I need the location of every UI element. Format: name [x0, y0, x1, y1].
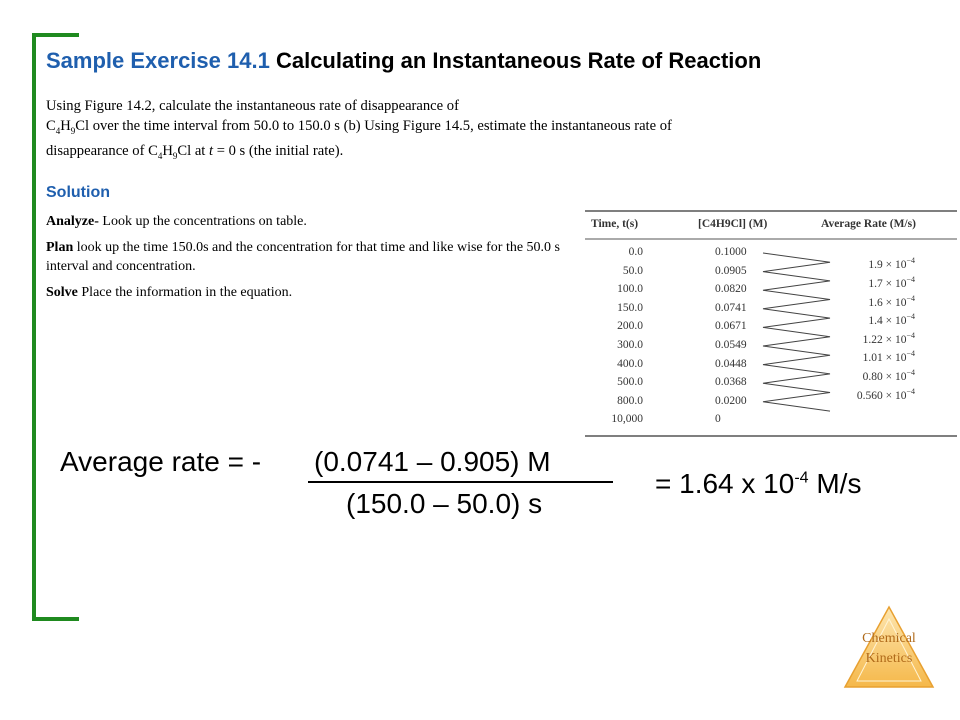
- rate-cell: [835, 331, 915, 346]
- step-plan: [46, 238, 576, 276]
- rate-cell: [835, 256, 915, 271]
- concentration-cell: 0.0448: [715, 357, 747, 370]
- col-header-conc: [C4H9Cl] (M): [698, 218, 768, 230]
- rate-exponent: −4: [906, 312, 915, 322]
- intro-sub-9b: 9: [172, 150, 178, 161]
- rate-exponent: −4: [906, 256, 915, 266]
- concentration-cell: 0.0905: [715, 264, 747, 277]
- rate-exponent: −4: [906, 293, 915, 303]
- time-cell: 500.0: [617, 376, 643, 389]
- title-text: Calculating an Instantaneous Rate of Reaction: [275, 48, 762, 73]
- analyze-text: Look up the concentrations on table.: [98, 214, 307, 229]
- intro-cl-at: Cl at: [177, 142, 210, 159]
- time-cell: 300.0: [617, 339, 643, 351]
- concentration-cell: 0.0820: [715, 283, 747, 296]
- concentration-cell: 0.0368: [715, 376, 747, 389]
- rate-mantissa: 1.9 × 10: [868, 259, 907, 272]
- badge-label: [843, 629, 935, 669]
- step-analyze: [46, 212, 576, 231]
- analyze-label: Analyze-: [46, 214, 99, 229]
- time-cell: 200.0: [617, 320, 643, 333]
- time-cell: 0.0: [628, 246, 643, 258]
- rate-mantissa: 1.4 × 10: [868, 314, 907, 327]
- step-solve: [46, 283, 576, 302]
- equation-result: [655, 468, 861, 500]
- rate-exponent: −4: [906, 330, 915, 340]
- intro-line-3: disappearance of C: [46, 142, 158, 159]
- col-header-rate: Average Rate (M/s): [821, 218, 916, 230]
- badge-line-1: Chemical: [862, 631, 916, 646]
- problem-statement: [46, 96, 906, 166]
- intro-sub-9: 9: [70, 125, 76, 136]
- rate-mantissa: 0.560 × 10: [856, 389, 907, 402]
- green-bracket-top: [32, 33, 79, 37]
- intro-h: H: [60, 118, 71, 134]
- rate-mantissa: 1.01 × 10: [862, 352, 907, 365]
- green-bracket-vertical: [32, 33, 36, 621]
- time-cell: 100.0: [617, 283, 643, 296]
- title-number: Sample Exercise 14.1: [46, 48, 270, 73]
- rate-mantissa: 1.6 × 10: [868, 296, 907, 309]
- equation-lhs: Average rate = -: [60, 446, 262, 477]
- rate-mantissa: 1.7 × 10: [868, 277, 907, 290]
- intro-line-1: Using Figure 14.2, calculate the instantaneous rate of disappearance of: [46, 98, 459, 114]
- solution-heading: Solution: [46, 184, 110, 201]
- rate-exponent: −4: [906, 386, 915, 396]
- rate-cell: [835, 387, 915, 402]
- rate-mantissa: 0.80 × 10: [862, 370, 907, 383]
- intro-c: C: [46, 118, 56, 134]
- badge-line-2: Kinetics: [865, 651, 913, 666]
- equation-numerator: (0.0741 – 0.905) M: [314, 446, 551, 477]
- rate-exponent: −4: [906, 274, 915, 284]
- rate-mantissa: 1.22 × 10: [862, 333, 907, 346]
- plan-text: look up the time 150.0s and the concentration for that time and like wise for the 50.0 s interval and concentration.: [46, 240, 561, 274]
- rate-cell: [835, 349, 915, 364]
- solve-label: Solve: [46, 285, 78, 300]
- concentration-cell: 0: [715, 413, 721, 426]
- plan-label: Plan: [46, 240, 74, 255]
- intro-h2: H: [162, 142, 173, 159]
- equation-denominator: (150.0 – 50.0) s: [346, 488, 543, 519]
- intro-t: t: [209, 142, 214, 159]
- slide-title: [46, 48, 761, 74]
- intro-line-3-end: = 0 s (the initial rate).: [213, 142, 344, 159]
- rate-cell: [835, 294, 915, 309]
- solve-text: Place the information in the equation.: [77, 285, 293, 300]
- rate-cell: [835, 368, 915, 383]
- rate-cell: [835, 312, 915, 327]
- result-value: = 1.64 x 10: [655, 468, 795, 499]
- result-unit: M/s: [808, 468, 862, 499]
- result-exponent: -4: [794, 469, 809, 487]
- time-cell: 10,000: [611, 413, 643, 426]
- rate-cell: [835, 275, 915, 290]
- solution-steps: [46, 212, 576, 309]
- fraction-bar: [308, 481, 613, 483]
- concentration-cell: 0.1000: [715, 246, 747, 258]
- concentration-cell: 0.0741: [715, 301, 747, 314]
- time-cell: 150.0: [617, 301, 643, 314]
- intro-sub-4b: 4: [157, 150, 163, 161]
- rate-zigzag-connector: [763, 253, 830, 411]
- intro-line-2: Cl over the time interval from 50.0 to 150.0 s (b) Using Figure 14.5, estimate the instantaneous rate of: [75, 118, 672, 134]
- concentration-cell: 0.0549: [715, 339, 747, 351]
- concentration-cell: 0.0671: [715, 320, 747, 333]
- col-header-time: Time, t(s): [591, 218, 639, 230]
- green-bracket-bottom: [32, 617, 79, 621]
- intro-sub-4: 4: [55, 125, 61, 136]
- time-cell: 400.0: [617, 357, 643, 370]
- time-cell: 50.0: [622, 264, 643, 277]
- rate-exponent: −4: [906, 367, 915, 377]
- concentration-cell: 0.0200: [715, 394, 747, 407]
- rate-exponent: −4: [906, 349, 915, 359]
- time-cell: 800.0: [617, 394, 643, 407]
- concentration-table: [585, 208, 957, 438]
